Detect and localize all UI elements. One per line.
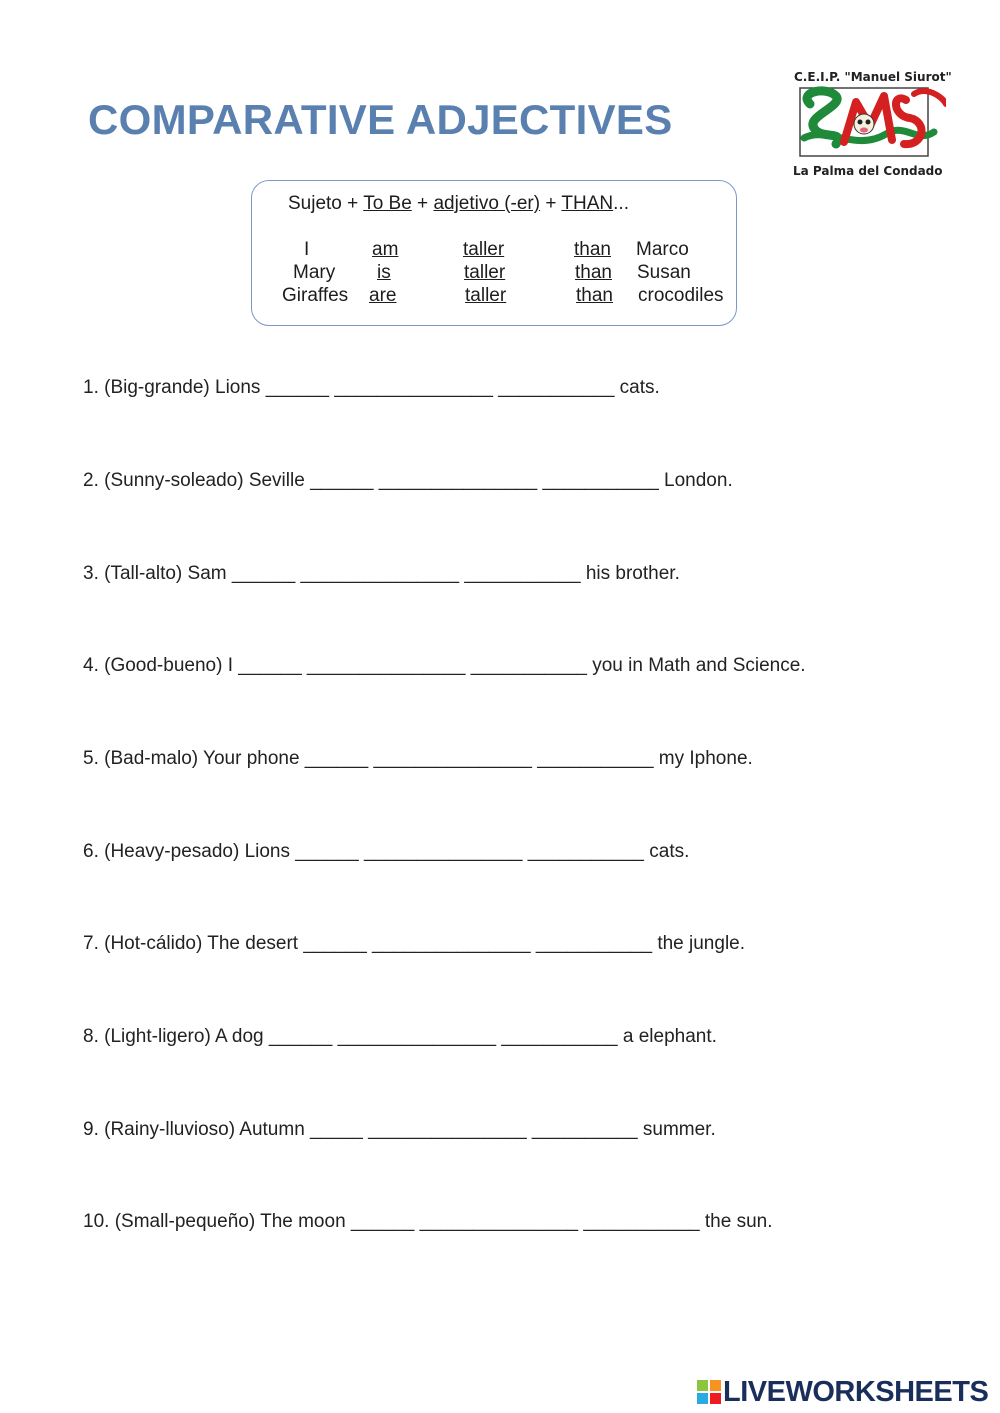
exercise-item-9: 9. (Rainy-lluvioso) Autumn _____ _______________ __________ summer. [83, 1119, 716, 1140]
formula-to-be: To Be [363, 193, 412, 214]
formula-plus: + [341, 193, 364, 214]
school-town: La Palma del Condado [793, 164, 943, 178]
exercise-item-2: 2. (Sunny-soleado) Seville ______ _______________ ___________ London. [83, 470, 733, 491]
formula-plus: + [540, 193, 562, 214]
example-than: than [574, 239, 611, 260]
example-subject: I [304, 239, 310, 260]
liveworksheets-brand[interactable] [697, 1376, 988, 1412]
grammar-rule-box [251, 180, 737, 326]
example-adjective: taller [463, 239, 505, 260]
example-subject: Mary [293, 262, 336, 283]
exercise-item-5: 5. (Bad-malo) Your phone ______ _______________ ___________ my Iphone. [83, 748, 753, 769]
liveworksheets-logo-icon [697, 1380, 721, 1404]
example-verb: is [377, 262, 391, 283]
example-verb: am [372, 239, 399, 260]
brand-label: LIVEWORKSHEETS [723, 1376, 989, 1408]
example-than: than [576, 285, 613, 306]
example-adjective: taller [465, 285, 507, 306]
exercise-item-4: 4. (Good-bueno) I ______ _______________ ___________ you in Math and Science. [83, 655, 806, 676]
example-object: Marco [636, 239, 689, 260]
formula-plus: + [411, 193, 434, 214]
exercise-item-1: 1. (Big-grande) Lions ______ _______________ ___________ cats. [83, 377, 660, 398]
formula-ellipsis: ... [613, 193, 629, 214]
formula-adjective: adjetivo (-er) [433, 193, 541, 214]
example-subject: Giraffes [282, 285, 349, 306]
rule-formula [288, 193, 629, 215]
sms-logo-icon [796, 82, 946, 166]
exercise-item-3: 3. (Tall-alto) Sam ______ _______________ ___________ his brother. [83, 563, 680, 584]
page-title: COMPARATIVE ADJECTIVES [88, 96, 673, 143]
exercise-item-10: 10. (Small-pequeño) The moon ______ _______________ ___________ the sun. [83, 1211, 773, 1232]
exercise-item-8: 8. (Light-ligero) A dog ______ _______________ ___________ a elephant. [83, 1026, 717, 1047]
example-object: crocodiles [638, 285, 724, 306]
example-than: than [575, 262, 612, 283]
exercise-item-7: 7. (Hot-cálido) The desert ______ _______________ ___________ the jungle. [83, 933, 746, 954]
example-object: Susan [637, 262, 691, 283]
example-verb: are [369, 285, 397, 306]
example-adjective: taller [464, 262, 506, 283]
exercise-item-6: 6. (Heavy-pesado) Lions ______ _______________ ___________ cats. [83, 841, 690, 862]
formula-subject: Sujeto [288, 193, 342, 214]
school-name: C.E.I.P. "Manuel Siurot" [794, 70, 952, 84]
school-logo [788, 68, 958, 186]
formula-than: THAN [561, 193, 614, 214]
